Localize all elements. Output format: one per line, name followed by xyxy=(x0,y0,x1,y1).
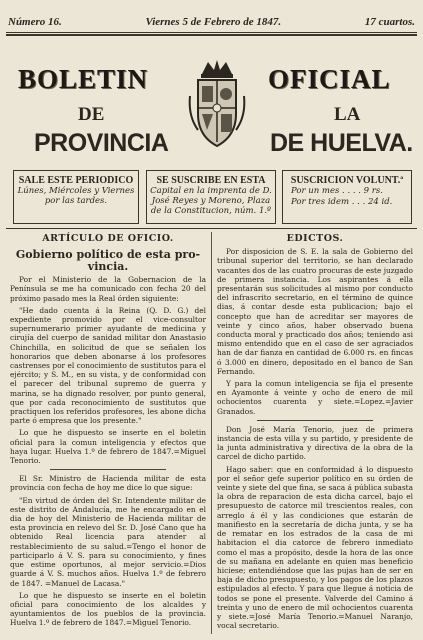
paragraph: Y para la comun inteligencia se fija el presente en Ayamonte á veinte y ocho de enero de mil ochocientos cuarenta y siete.=Lopez.=Javier Granados. xyxy=(217,379,413,416)
issue-number: Número 16. xyxy=(8,16,62,28)
divider xyxy=(50,469,166,470)
paragraph: Lo que he dispuesto se inserte en el boletin oficial para la comun inteligencia y efectos que haya lugar. Huelva 1.º de febrero de 1847.=Miguel Tenorio. xyxy=(10,428,206,466)
royal-coat-of-arms-icon xyxy=(186,56,248,154)
price-quarterly: Por tres idem . . . 24 id. xyxy=(291,197,393,207)
subscription-price-box xyxy=(282,170,412,224)
paragraph: Lo que he dispuesto se inserte en el boletin oficial para conocimiento de los alcaldes y ayuntamientos de los pueblos de la provincia. Huelva 1.º de febrero de 1847.=Miguel Tenorio. xyxy=(10,590,206,628)
schedule-time: por las tardes. xyxy=(44,196,108,206)
publication-schedule-box xyxy=(13,170,139,224)
paragraph: Por el Ministerio de la Gobernacion de la Península se me ha comunicado con fecha 20 del próximo pasado mes la Real órden siguiente: xyxy=(10,275,206,303)
price-monthly: Por un mes . . . . 9 rs. xyxy=(291,186,383,196)
section-heading-edictos: EDICTOS. xyxy=(286,233,344,244)
paragraph: El Sr. Ministro de Hacienda militar de esta provincia con fecha de hoy me dice lo que sigue: xyxy=(10,474,206,493)
paragraph: Hago saber: que en conformidad á lo dispuesto por el señor gefe superior político en su órden de veinte y siete del que fina, se saca á pública subasta la obra de reparacion de esta dicha carcel, bajo el presupuesto de catorce mil trescientos reales, con arreglo á él y las condiciones que estarán de manifiesto en la secretaría de dicha junta, y se ha de rematar en los estrados de la casa de mi habitacion el dia catorce de febrero inmediato como el mas a propósito, desde la hora de las once de su mañana en adelante en quien mas beneficio hiciese; entendiéndose que las pujas han de ser en baja de dicho presupuesto, y los pagos de los plazos estipulados al efecto. Y para que llegue á noticia de todos se pone el presente. Valverde del Camino á treinta y uno de enero de mil ochocientos cuarenta y siete.=José María Tenorio.=Manuel Naranjo, vocal secretario. xyxy=(217,464,414,631)
paragraph: "He dado cuenta á la Reina (Q. D. G.) del expediente promovido por el vice-consultor supernumerario primer ayudante de medicina y cirujía del cuerpo de sanidad militar don Anastasio Chinchilla, en solicitud de que se señalen los honorarios que deben abonarse á los profesores castrenses por el conocimiento de sustitutos para el ejército; y S. M., en su vista, y de conformidad con el parecer del tribunal supremo de guerra y marina, se ha dignado resolver, por punto general, que por cada reconocimiento de sustitutos que practiquen los referidos profesores, les abone dicha parte ó empresa que los presente." xyxy=(10,305,206,426)
masthead-la: LA xyxy=(334,104,361,125)
paragraph: Por disposicion de S. E. la sala de Gobierno del tribunal superior del territorio, se han declarado vacantes dos de las cuatro procuras de este juzgado de primera instancia. Los aspirantes á ella presentarán sus solicitudes al mismo por conducto del infrascrito secretario, en el término de quince dias, á contar desde esta publicacion; bajo el concepto que han de acreditar ser mayores de veinte y cinco años, haber observado buena conducta moral y practicado dos años; teniendo asi mismo entendido que en el caso de ser agraciados han de dar fianza en cantidad de 6.000 rs. en fincas ó 3.000 en dinero, depositado en el banco de San Fernando. xyxy=(217,247,413,376)
subscription-price-title: SUSCRICION VOLUNT.ª xyxy=(290,175,404,186)
article-heading xyxy=(10,249,206,273)
column-divider xyxy=(211,232,212,634)
masthead-de-huelva: DE HUELVA. xyxy=(270,129,413,157)
subscription-place-line3: de la Constitucion, núm. 1.º xyxy=(150,206,272,216)
top-rule-thick xyxy=(6,34,417,36)
section-rule xyxy=(6,228,417,229)
schedule-days: Lúnes, Miércoles y Viernes xyxy=(17,186,135,196)
masthead xyxy=(6,52,417,162)
issue-price: 17 cuartos. xyxy=(364,16,415,28)
divider xyxy=(257,420,373,421)
masthead-oficial: OFICIAL xyxy=(268,64,391,94)
left-column xyxy=(10,232,206,631)
masthead-provincia: PROVINCIA xyxy=(34,129,169,157)
section-heading-oficio: ARTÍCULO DE OFICIO. xyxy=(42,233,174,244)
article-heading-line1: Gobierno político de esta pro- xyxy=(15,248,201,262)
issue-bar xyxy=(8,14,415,30)
paragraph: "En virtud de órden del Sr. Intendente militar de este distrito de Andalucía, me he encargado en el dia de hoy del Ministerio de Hacienda militar de esta provincia en relevo del Sr. D. José Cano que ha obtenido Real licencia para atender al restablecimiento de su salud.=Tengo el honor de participarlo á V. S. para su conocimiento, y fines que estime oportunos, al mejor servicio.=Dios guarde á V. S. muchos años. Huelva 1.º de febrero de 1847. =Manuel de Lacasa." xyxy=(10,495,206,588)
issue-date: Viernes 5 de Febrero de 1847. xyxy=(145,16,282,28)
top-rule xyxy=(6,32,417,33)
right-column xyxy=(217,232,413,633)
subscription-place-box xyxy=(146,170,276,224)
paragraph: Don José María Tenorio, juez de primera instancia de esta villa y su partido, y presidente de la junta administrativa y directiva de la obra de la carcel de dicho partido. xyxy=(217,424,413,462)
masthead-boletin: BOLETIN xyxy=(18,64,149,94)
masthead-de: DE xyxy=(78,104,105,125)
schedule-title: SALE ESTE PERIODICO xyxy=(18,175,134,186)
subscription-place-line2: José Reyes y Moreno, Plaza xyxy=(151,196,271,206)
subscription-place-line1: Capital en la imprenta de D. xyxy=(150,186,272,196)
article-heading-line2: vincia. xyxy=(87,260,129,274)
subscription-place-title: SE SUSCRIBE EN ESTA xyxy=(156,175,266,186)
